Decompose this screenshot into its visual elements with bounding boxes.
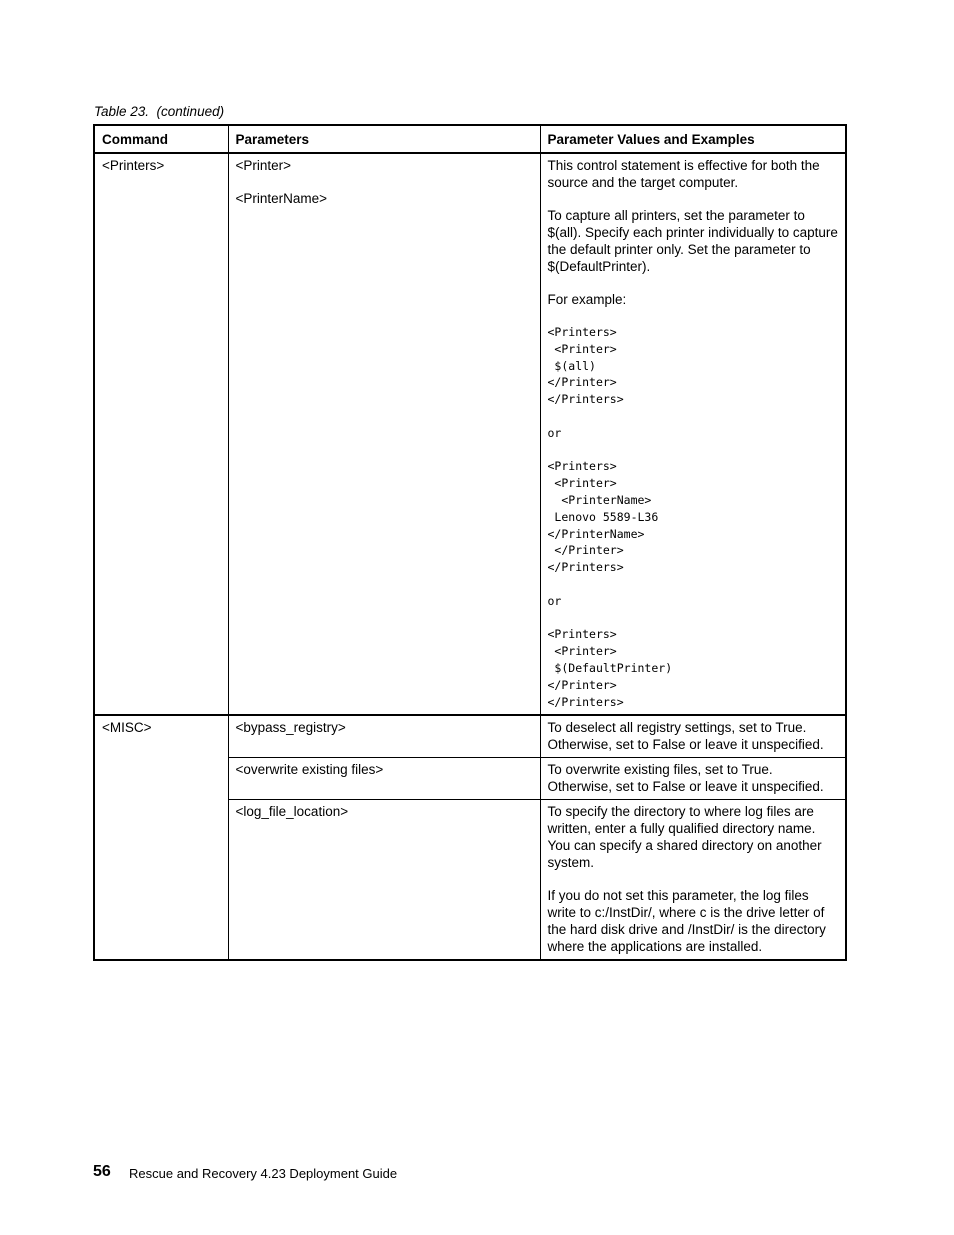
param-bypass-registry: <bypass_registry> [235, 720, 346, 736]
overwrite-files-description: To overwrite existing files, set to True. Otherwise, set to False or leave it unspecified. [547, 762, 824, 795]
code-or-2: or [547, 593, 562, 608]
param-printer: <Printer> [235, 158, 292, 173]
printers-description: This control statement is effective for both the source and the target computer. [547, 158, 820, 190]
table-caption: Table 23. (continued) [94, 104, 225, 119]
value-cell [540, 715, 846, 758]
page-number: 56 [93, 1163, 111, 1180]
log-location-description: To specify the directory to where log files are written, enter a fully qualified directory name. You can specify a shared directory on another system. [547, 804, 822, 871]
param-overwrite-existing-files: <overwrite existing files> [235, 762, 384, 778]
header-parameters: Parameters [228, 125, 540, 153]
code-example-all: <Printers> <Printer> $(all) </Printer> </Printers> [547, 325, 624, 407]
parameter-cell [228, 800, 540, 961]
code-or-1: or [547, 425, 562, 440]
parameter-cell [228, 758, 540, 800]
printers-example-label: For example: [547, 292, 627, 307]
param-log-file-location: <log_file_location> [235, 804, 349, 820]
document-title: Rescue and Recovery 4.23 Deployment Guide [129, 1166, 398, 1181]
command-cell [94, 715, 228, 960]
command-cell [94, 153, 228, 715]
parameters-table [93, 124, 847, 961]
code-example-printer-name: <Printers> <Printer> <PrinterName> Lenovo 5589-L36 </PrinterName> </Printer> </Printers> [547, 459, 659, 575]
value-cell [540, 758, 846, 800]
printers-capture-instructions: To capture all printers, set the parameter to $(all). Specify each printer individually to capture the default printer only. Set the parameter to $(DefaultPrinter). [547, 208, 838, 274]
values-cell [540, 153, 846, 715]
command-misc: <MISC> [102, 720, 152, 736]
parameter-cell [228, 715, 540, 758]
header-command: Command [94, 125, 228, 153]
value-cell [540, 800, 846, 961]
log-location-default-note: If you do not set this parameter, the log files write to c:/InstDir/, where c is the drive letter of the hard disk drive and /InstDir/ is the directory where the applications are installed. [547, 888, 826, 955]
parameters-cell [228, 153, 540, 715]
code-example-default-printer: <Printers> <Printer> $(DefaultPrinter) </Printer> </Printers> [547, 627, 673, 709]
table-row-misc-bypass [94, 715, 846, 758]
command-printers: <Printers> [102, 158, 165, 173]
table-row-printers [94, 153, 846, 715]
header-values-examples: Parameter Values and Examples [540, 125, 846, 153]
param-printer-name: <PrinterName> [235, 191, 328, 206]
bypass-registry-description: To deselect all registry settings, set to True. Otherwise, set to False or leave it unspecified. [547, 720, 824, 753]
table-header-row [94, 125, 846, 153]
